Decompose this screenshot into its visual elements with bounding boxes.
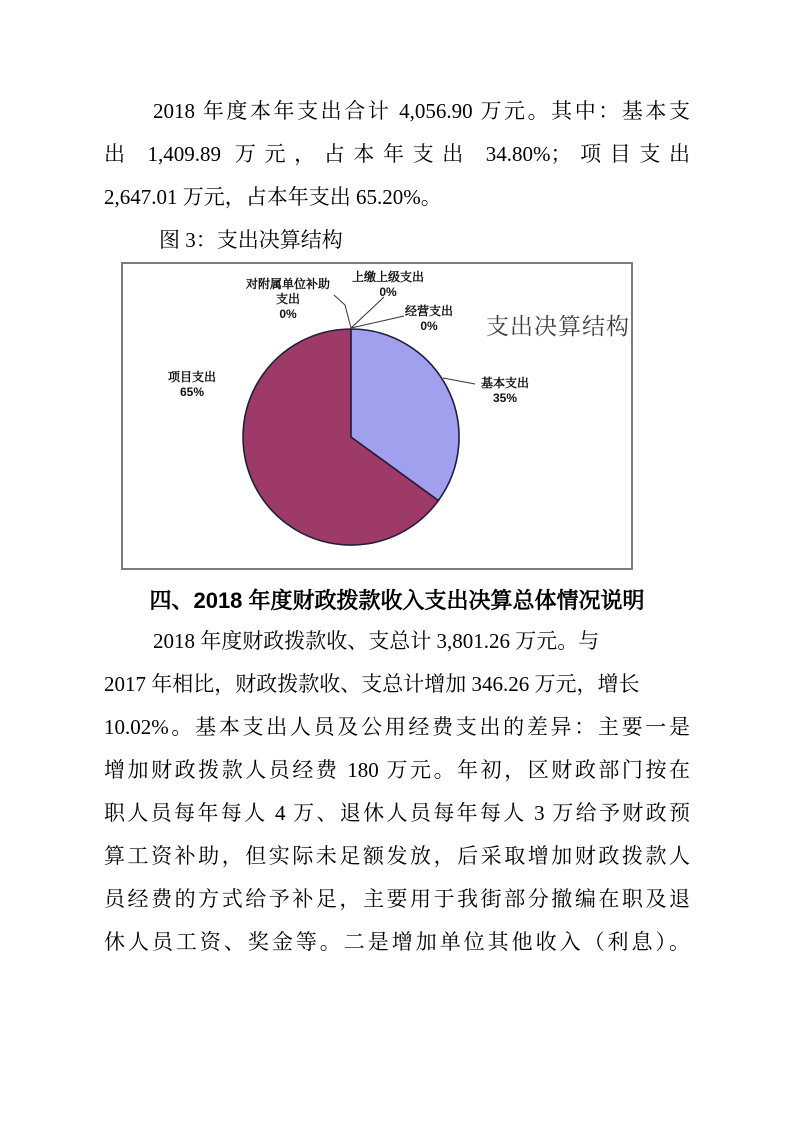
text-line: 休人员工资、奖金等。二是增加单位其他收入（利息）。: [104, 930, 690, 954]
text-line: 职人员每年每人 4 万、退休人员每年每人 3 万给予财政预: [104, 801, 690, 825]
leader-line-upper-level: [351, 297, 384, 328]
text-line: 2017 年相比，财政拨款收、支总计增加 346.26 万元，增长: [104, 672, 640, 696]
pie-label-text: 项目支出: [167, 370, 216, 384]
figure-caption: 图 3：支出决算结构: [159, 228, 343, 252]
pie-label-upper-level: [342, 270, 434, 300]
pie-label-value: 0%: [379, 285, 397, 299]
pie-label-value: 35%: [492, 391, 518, 405]
paragraph-fiscal-appropriation-explanation: [104, 620, 690, 964]
section-heading: 四、2018 年度财政拨款收入支出决算总体情况说明: [149, 588, 645, 613]
text-line: 2018 年度财政拨款收、支总计 3,801.26 万元。与: [153, 629, 600, 653]
text-line: 2018 年度本年支出合计 4,056.90 万元。其中：基本支: [153, 99, 690, 123]
pie-label-text: 基本支出: [480, 376, 529, 390]
text-line: 出 1,409.89 万元，占本年支出 34.80%；项目支出: [104, 142, 690, 166]
text-line: 员经费的方式给予补足，主要用于我街部分撤编在职及退: [104, 887, 690, 911]
text-line: 10.02%。基本支出人员及公用经费支出的差异：主要一是: [104, 715, 690, 739]
pie-chart-figure: [121, 262, 633, 570]
pie-label-value: 65%: [179, 385, 205, 399]
text-line: 2,647.01 万元，占本年支出 65.20%。: [104, 185, 442, 209]
pie-label-text: 上缴上级支出: [351, 270, 424, 284]
pie-label-value: 0%: [420, 319, 438, 333]
pie-label-text: 支出: [275, 292, 300, 306]
paragraph-expenditure-summary: [104, 90, 690, 219]
chart-title: 支出决算结构: [486, 313, 630, 339]
pie-label-affiliated-subsidy: [228, 277, 348, 322]
pie-label-value: 0%: [279, 307, 297, 321]
text-line: 增加财政拨款人员经费 180 万元。年初，区财政部门按在: [104, 758, 690, 782]
pie-label-project: [152, 370, 232, 400]
pie-label-text: 对附属单位补助: [245, 277, 330, 291]
pie-label-text: 经营支出: [404, 304, 453, 318]
pie-label-operating: [389, 304, 469, 334]
pie-label-basic: [465, 376, 545, 406]
text-line: 算工资补助，但实际未足额发放，后采取增加财政拨款人: [104, 844, 690, 868]
